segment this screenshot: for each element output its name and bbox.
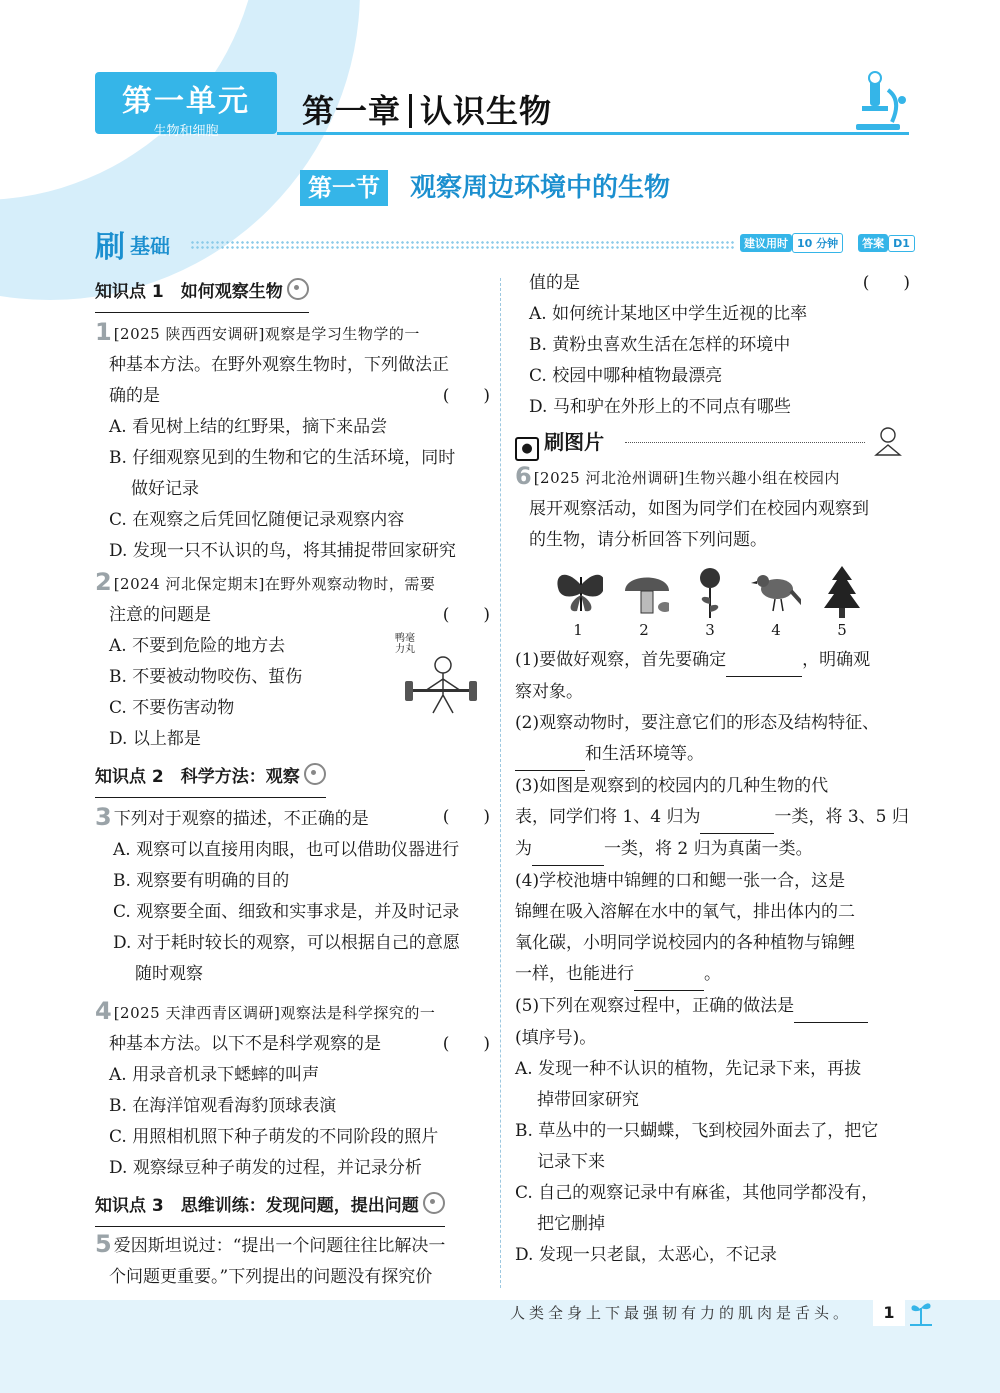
pictures-header-label: 刷图片 xyxy=(544,430,605,454)
option-b: B. 不要被动物咬伤、蜇伤 xyxy=(109,667,303,687)
answer-blank[interactable] xyxy=(726,645,802,677)
question-5 xyxy=(95,1229,490,1293)
answer-paren: ( ) xyxy=(862,273,910,293)
target-icon xyxy=(287,278,309,300)
option-a: A. 发现一种不认识的植物，先记录下来，再拔 xyxy=(515,1059,862,1079)
picture-label: 2 xyxy=(639,621,649,639)
column-divider xyxy=(500,278,501,1288)
question-number: 1 xyxy=(95,318,112,346)
unit-subtitle: 生物和细胞 xyxy=(153,124,219,139)
option-d: D. 对于耗时较长的观察，可以根据自己的意愿 xyxy=(113,933,460,953)
sub-question-4-cont: 氧化碳，小明同学说校园内的各种植物与锦鲤 xyxy=(515,933,855,953)
option-a: A. 如何统计某地区中学生近视的比率 xyxy=(529,304,808,324)
target-icon xyxy=(304,763,326,785)
knowledge-point-1: 知识点 1 如何观察生物 xyxy=(95,272,309,313)
question-stem: 值的是 xyxy=(529,273,580,293)
answer-paren: ( ) xyxy=(442,605,490,625)
cartoon-caption: 鸭毫力丸 xyxy=(395,633,415,655)
question-stem: 种基本方法。在野外观察生物时，下列做法正 xyxy=(109,355,449,375)
tree-icon xyxy=(817,564,867,619)
left-column xyxy=(95,272,490,1293)
time-tag xyxy=(740,233,915,253)
option-c: C. 不要伤害动物 xyxy=(109,698,235,718)
answer-blank[interactable] xyxy=(634,959,704,991)
option-c: C. 观察要全面、细致和实事求是，并及时记录 xyxy=(113,902,460,922)
question-stem: [2024 河北保定期末]在野外观察动物时，需要 xyxy=(113,575,436,593)
question-1 xyxy=(95,317,490,567)
question-3 xyxy=(95,802,490,990)
question-6 xyxy=(515,461,910,1271)
sub-question-1-cont: ，明确观 xyxy=(802,650,871,670)
sub-question-5: (5)下列在观察过程中，正确的做法是 xyxy=(515,996,795,1016)
answer-paren: ( ) xyxy=(442,807,490,827)
question-number: 3 xyxy=(95,803,112,831)
sub-question-3-cont: 为 xyxy=(515,839,532,859)
answer-blank[interactable] xyxy=(515,739,585,771)
option-b: B. 仔细观察见到的生物和它的生活环境，同时 xyxy=(109,448,456,468)
answer-paren: ( ) xyxy=(442,386,490,406)
answer-blank[interactable] xyxy=(794,991,868,1023)
picture-label: 5 xyxy=(837,621,847,639)
picture-label: 1 xyxy=(573,621,583,639)
option-b-cont: 记录下来 xyxy=(537,1152,605,1172)
sub-question-4: (4)学校池塘中锦鲤的口和鳃一张一合，这是 xyxy=(515,871,846,891)
answer-paren: ( ) xyxy=(442,1034,490,1054)
time-value: 10 分钟 xyxy=(792,233,843,253)
question-number: 6 xyxy=(515,462,532,490)
question-stem: 展开观察活动，如图为同学们在校园内观察到 xyxy=(529,499,869,519)
weightlifter-icon xyxy=(395,655,485,717)
option-c: C. 在观察之后凭回忆随便记录观察内容 xyxy=(109,510,405,530)
question-stem: [2025 天津西青区调研]观察法是科学探究的一 xyxy=(113,1004,436,1022)
pictures-header xyxy=(515,425,910,461)
option-a: A. 用录音机录下蟋蟀的叫声 xyxy=(109,1065,320,1085)
unit-badge xyxy=(95,72,277,139)
chapter-underline xyxy=(277,132,909,135)
option-d: D. 马和驴在外形上的不同点有哪些 xyxy=(529,397,791,417)
option-b: B. 黄粉虫喜欢生活在怎样的环境中 xyxy=(529,335,791,355)
page-number: 1 xyxy=(873,1300,905,1326)
sub-question-4-cont: 。 xyxy=(704,964,721,984)
unit-title: 第一单元 xyxy=(122,84,250,119)
option-d: D. 发现一只老鼠，太恶心，不记录 xyxy=(515,1245,777,1265)
picture-icon: ● xyxy=(515,437,539,461)
question-stem: [2025 陕西西安调研]观察是学习生物学的一 xyxy=(113,325,420,343)
chapter-name: 认识生物 xyxy=(420,92,553,130)
weightlifting-cartoon xyxy=(395,633,485,721)
mushroom-icon xyxy=(619,564,669,619)
target-icon xyxy=(423,1192,445,1214)
sub-question-3: (3)如图是观察到的校园内的几种生物的代 xyxy=(515,776,829,796)
option-c: C. 用照相机照下种子萌发的不同阶段的照片 xyxy=(109,1127,439,1147)
organism-pictures xyxy=(545,564,875,619)
sub-question-4-cont: 锦鲤在吸入溶解在水中的氧气，排出体内的二 xyxy=(515,902,855,922)
option-d: D. 发现一只不认识的鸟，将其捕捉带回家研究 xyxy=(109,541,456,561)
option-b-cont: 做好记录 xyxy=(131,479,199,499)
option-a-cont: 掉带回家研究 xyxy=(537,1090,639,1110)
option-d-cont: 随时观察 xyxy=(135,964,203,984)
bird-icon xyxy=(751,564,801,619)
sprout-icon xyxy=(906,1294,936,1328)
practice-main-label: 刷 xyxy=(95,230,125,265)
option-a: A. 观察可以直接用肉眼，也可以借助仪器进行 xyxy=(113,840,460,860)
knowledge-point-2: 知识点 2 科学方法：观察 xyxy=(95,757,326,798)
question-number: 4 xyxy=(95,997,112,1025)
answer-blank[interactable] xyxy=(700,802,774,834)
dotted-divider xyxy=(190,240,735,250)
butterfly-icon xyxy=(553,564,603,619)
option-c-cont: 把它删掉 xyxy=(537,1214,605,1234)
answer-value: D1 xyxy=(888,235,915,252)
section-title: 观察周边环境中的生物 xyxy=(410,173,671,203)
chapter-title xyxy=(302,86,552,132)
option-d: D. 以上都是 xyxy=(109,729,201,749)
sub-question-2: (2)观察动物时，要注意它们的形态及结构特征、 xyxy=(515,713,880,733)
practice-sub-label: 基础 xyxy=(130,234,170,258)
question-stem: 确的是 xyxy=(109,386,160,406)
answer-label: 答案 xyxy=(858,234,888,252)
question-stem: 种基本方法。以下不是科学观察的是 xyxy=(109,1034,381,1054)
question-2 xyxy=(95,567,490,755)
question-4 xyxy=(95,996,490,1184)
option-b: B. 在海洋馆观看海豹顶球表演 xyxy=(109,1096,337,1116)
sub-question-2-cont: 和生活环境等。 xyxy=(585,744,704,764)
question-5-continued xyxy=(515,268,910,423)
sub-question-1-cont: 察对象。 xyxy=(515,682,583,702)
question-stem: 的生物，请分析回答下列问题。 xyxy=(529,530,767,550)
rose-icon xyxy=(685,564,735,619)
section-tag: 第一节 xyxy=(300,170,388,206)
knowledge-point-3: 知识点 3 思维训练：发现问题，提出问题 xyxy=(95,1186,445,1227)
sub-question-5-cont: (填序号)。 xyxy=(515,1028,597,1048)
answer-blank[interactable] xyxy=(532,834,604,866)
microscope-icon xyxy=(848,70,910,136)
option-d: D. 观察绿豆种子萌发的过程，并记录分析 xyxy=(109,1158,422,1178)
question-stem: 个问题更重要。”下列提出的问题没有探究价 xyxy=(109,1267,433,1287)
question-stem: 爱因斯坦说过：“提出一个问题往往比解决一 xyxy=(113,1236,446,1256)
option-b: B. 观察要有明确的目的 xyxy=(113,871,290,891)
option-c: C. 自己的观察记录中有麻雀，其他同学都没有， xyxy=(515,1183,879,1203)
sub-question-3-cont: 一类，将 2 归为真菌一类。 xyxy=(604,839,813,859)
question-stem: 下列对于观察的描述，不正确的是 xyxy=(113,809,369,829)
picture-label: 3 xyxy=(705,621,715,639)
right-column xyxy=(515,268,910,1271)
sub-question-4-cont: 一样，也能进行 xyxy=(515,964,634,984)
picture-labels xyxy=(545,619,875,641)
reading-cartoon-icon xyxy=(870,425,906,459)
question-number: 5 xyxy=(95,1230,112,1258)
sub-question-3-cont: 一类，将 3、5 归 xyxy=(774,807,909,827)
option-b: B. 草丛中的一只蝴蝶，飞到校园外面去了，把它 xyxy=(515,1121,879,1141)
sub-question-1: (1)要做好观察，首先要确定 xyxy=(515,650,727,670)
sub-question-3-cont: 表，同学们将 1、4 归为 xyxy=(515,807,701,827)
chapter-prefix: 第一章 xyxy=(302,92,402,130)
option-c: C. 校园中哪种植物最漂亮 xyxy=(529,366,723,386)
question-number: 2 xyxy=(95,568,112,596)
option-a: A. 不要到危险的地方去 xyxy=(109,636,286,656)
footer-quote: 人类全身上下最强韧有力的肌肉是舌头。 xyxy=(510,1304,853,1322)
dotted-line xyxy=(625,442,865,443)
question-stem: 注意的问题是 xyxy=(109,605,211,625)
picture-label: 4 xyxy=(771,621,781,639)
option-a: A. 看见树上结的红野果，摘下来品尝 xyxy=(109,417,388,437)
time-label: 建议用时 xyxy=(740,234,792,252)
question-stem: [2025 河北沧州调研]生物兴趣小组在校园内 xyxy=(533,469,840,487)
